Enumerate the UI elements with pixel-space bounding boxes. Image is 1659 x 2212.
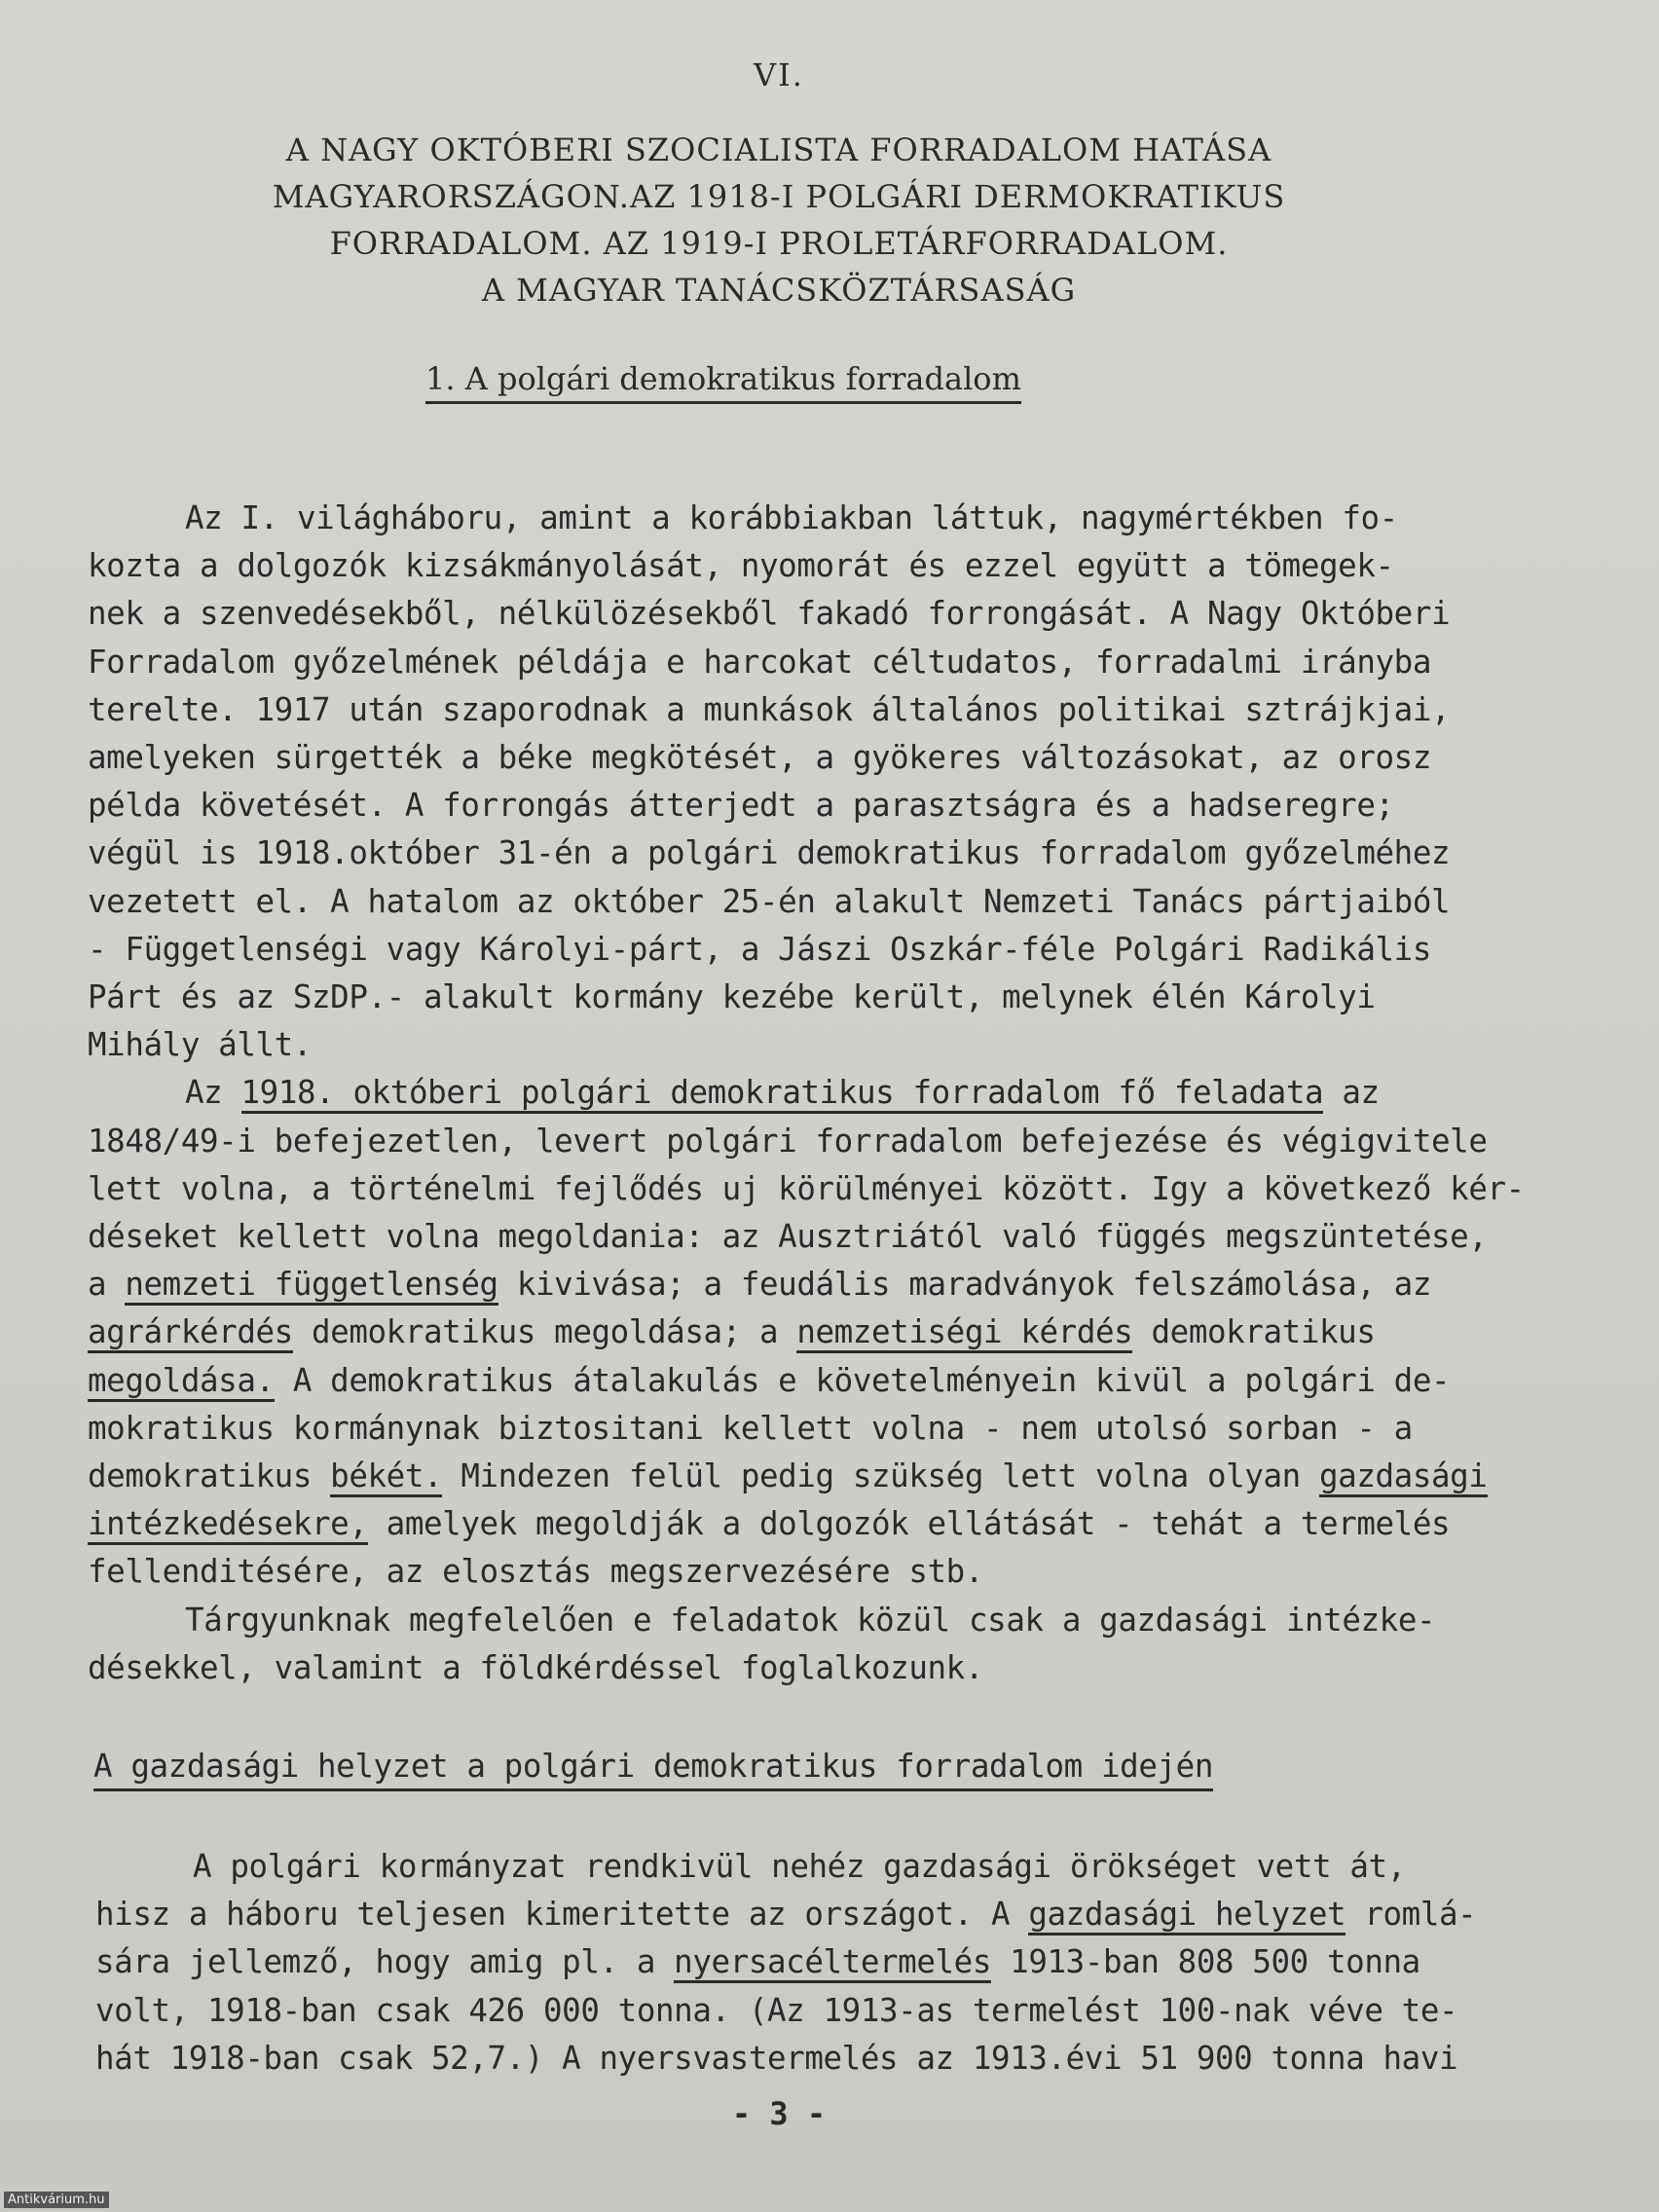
title-line: MAGYARORSZÁGON.AZ 1918-I POLGÁRI DERMOKRATIKUS bbox=[272, 178, 1286, 215]
text-line: - Függetlenségi vagy Károlyi-párt, a Jászi Oszkár-féle Polgári Radikális bbox=[88, 930, 1431, 968]
text-span: hisz a háboru teljesen kimeritette az országot. A bbox=[95, 1896, 1029, 1934]
chapter-title bbox=[195, 127, 1363, 313]
text-line bbox=[95, 1938, 1497, 1986]
text-span: demokratikus bbox=[88, 1457, 331, 1495]
underlined-text: intézkedésekre, bbox=[88, 1505, 368, 1545]
text-line bbox=[95, 1891, 1497, 1938]
underlined-text: agrárkérdés bbox=[88, 1313, 293, 1353]
underlined-text: megoldása. bbox=[88, 1362, 275, 1402]
text-span: az bbox=[1323, 1074, 1380, 1112]
text-line: mokratikus kormánynak biztositani kellett volna - nem utolsó sorban - a bbox=[88, 1409, 1413, 1447]
text-line: példa követését. A forrongás átterjedt a parasztságra és a hadseregre; bbox=[88, 787, 1394, 825]
text-line: Párt és az SzDP.- alakult kormány kezébe került, melynek élén Károlyi bbox=[88, 978, 1376, 1016]
text-line: volt, 1918-ban csak 426 000 tonna. (Az 1913-as termelést 100-nak véve te- bbox=[95, 1991, 1458, 2029]
underlined-text: gazdasági bbox=[1319, 1457, 1488, 1497]
underlined-text: gazdasági helyzet bbox=[1028, 1896, 1346, 1936]
text-span: a bbox=[88, 1266, 126, 1304]
page-number: - 3 - bbox=[731, 2095, 827, 2132]
main-text bbox=[88, 495, 1525, 1692]
text-line: Mihály állt. bbox=[88, 1026, 312, 1064]
text-line: hát 1918-ban csak 52,7.) A nyersvastermelés az 1913.évi 51 900 tonna havi bbox=[95, 2039, 1458, 2077]
underlined-text: 1918. októberi polgári demokratikus forradalom fő feladata bbox=[241, 1074, 1324, 1114]
text-span: demokratikus megoldása; a bbox=[292, 1313, 797, 1351]
text-line: désekkel, valamint a földkérdéssel foglalkozunk. bbox=[88, 1648, 983, 1686]
text-line: 1848/49-i befejezetlen, levert polgári forradalom befejezése és végigvitele bbox=[88, 1122, 1488, 1160]
text-span: romlá- bbox=[1346, 1896, 1477, 1934]
text-span: Az bbox=[185, 1074, 241, 1112]
text-span: sára jellemző, hogy amig pl. a bbox=[95, 1943, 675, 1981]
text-line: vezetett el. A hatalom az október 25-én alakult Nemzeti Tanács pártjaiból bbox=[88, 882, 1451, 920]
text-line: lett volna, a történelmi fejlődés uj körülményei között. Igy a következő kér- bbox=[88, 1169, 1525, 1207]
text-line: amelyeken sürgették a béke megkötését, a gyökeres változásokat, az orosz bbox=[88, 739, 1431, 777]
underlined-text: nyersacéltermelés bbox=[674, 1943, 991, 1983]
text-line: fellenditésére, az elosztás megszervezésére stb. bbox=[88, 1553, 983, 1591]
text-span: amelyek megoldják a dolgozók ellátását - tehát a termelés bbox=[367, 1505, 1451, 1543]
text-span: A demokratikus átalakulás e követelményein kivül a polgári de- bbox=[274, 1361, 1451, 1399]
title-line: FORRADALOM. AZ 1919-I PROLETÁRFORRADALOM. bbox=[329, 225, 1229, 262]
text-line: déseket kellett volna megoldania: az Ausztriától való függés megszüntetése, bbox=[88, 1218, 1488, 1256]
text-line: Forradalom győzelmének példája e harcokat céltudatos, forradalmi irányba bbox=[88, 643, 1431, 681]
text-line: Az I. világháboru, amint a korábbiakban láttuk, nagymértékben fo- bbox=[185, 499, 1398, 536]
underlined-text: nemzetiségi kérdés bbox=[796, 1313, 1132, 1353]
text-line: kozta a dolgozók kizsákmányolását, nyomorát és ezzel együtt a tömegek- bbox=[88, 547, 1394, 585]
text-line: Tárgyunknak megfelelően e feladatok közül csak a gazdasági intézke- bbox=[185, 1601, 1436, 1639]
text-line bbox=[88, 1453, 1490, 1500]
section-heading: 1. A polgári demokratikus forradalom bbox=[425, 360, 1021, 404]
text-span: 1913-ban 808 500 tonna bbox=[991, 1943, 1420, 1981]
text-span: Mindezen felül pedig szükség lett volna olyan bbox=[442, 1457, 1320, 1495]
chapter-number: VI. bbox=[754, 56, 804, 93]
subsection-heading: A gazdasági helyzet a polgári demokratikus forradalom idején bbox=[93, 1748, 1213, 1791]
text-line bbox=[88, 1500, 1490, 1548]
underlined-text: békét. bbox=[330, 1457, 442, 1497]
text-line bbox=[88, 1357, 1490, 1405]
section-text bbox=[95, 1843, 1497, 2083]
text-line: A polgári kormányzat rendkivül nehéz gazdasági örökséget vett át, bbox=[193, 1848, 1406, 1885]
title-line: A NAGY OKTÓBERI SZOCIALISTA FORRADALOM HATÁSA bbox=[285, 131, 1272, 168]
text-line: végül is 1918.október 31-én a polgári demokratikus forradalom győzelméhez bbox=[88, 834, 1451, 872]
text-line: nek a szenvedésekből, nélkülözésekből fakadó forrongását. A Nagy Októberi bbox=[88, 595, 1451, 633]
text-line: terelte. 1917 után szaporodnak a munkások általános politikai sztrájkjai, bbox=[88, 690, 1451, 728]
underlined-text: nemzeti függetlenség bbox=[125, 1266, 498, 1306]
text-span: demokratikus bbox=[1132, 1313, 1376, 1351]
text-line bbox=[88, 1261, 1490, 1309]
watermark: Antikvárium.hu bbox=[4, 2192, 109, 2208]
text-line bbox=[88, 1309, 1490, 1356]
title-line: A MAGYAR TANÁCSKÖZTÁRSASÁG bbox=[481, 272, 1077, 309]
text-line bbox=[88, 1069, 1490, 1117]
text-span: kivivása; a feudális maradványok felszámolása, az bbox=[498, 1266, 1432, 1304]
